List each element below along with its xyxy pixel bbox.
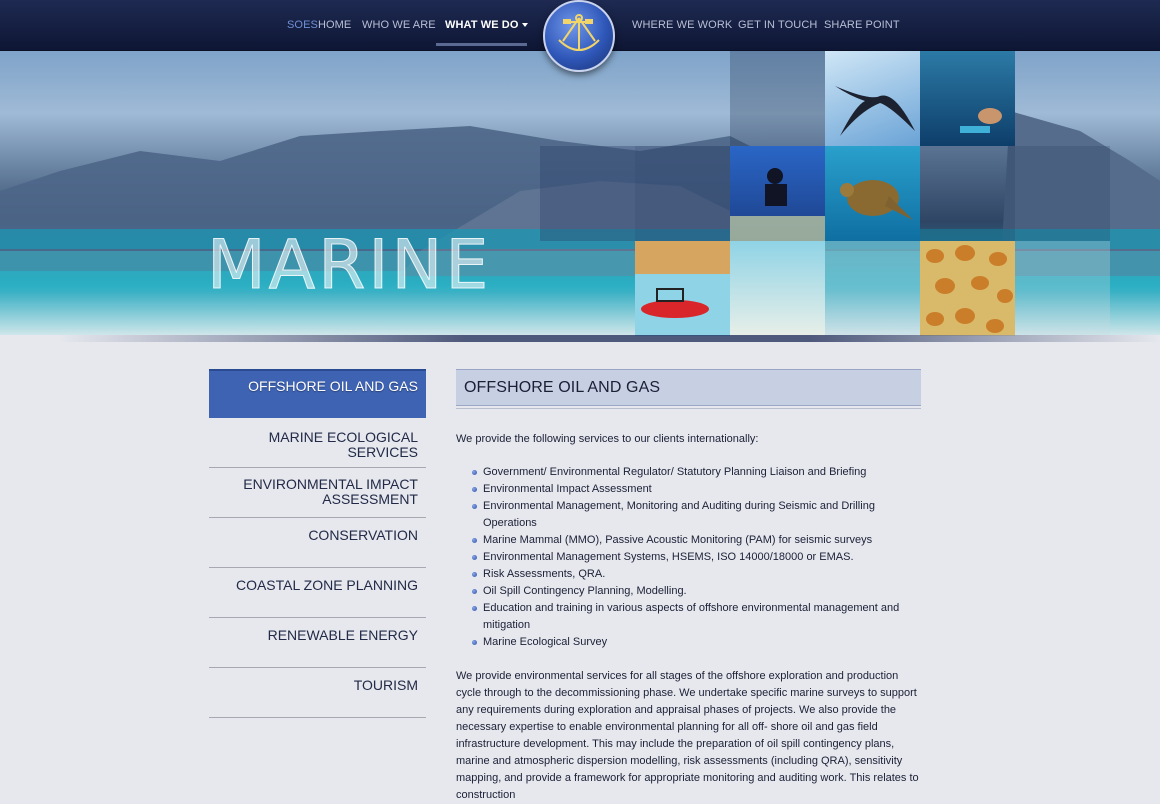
nav-who-we-are[interactable]: WHO WE ARE (362, 19, 436, 31)
sidebar-item-tourism[interactable]: TOURISM (209, 668, 426, 718)
nav-active-indicator (436, 43, 527, 46)
sidebar-item-environmental-impact-assessment[interactable]: ENVIRONMENTAL IMPACT ASSESSMENT (209, 468, 426, 518)
hero-title: MARINE (207, 226, 492, 305)
dropdown-caret-icon (522, 23, 528, 27)
bird-photo-tile (825, 51, 920, 146)
nav-brand: SOES (287, 19, 318, 31)
title-divider (456, 408, 921, 409)
hero-banner (0, 51, 1160, 335)
hero-divider (0, 335, 1160, 342)
list-item: Education and training in various aspects of offshore environmental management and mitigation (483, 600, 921, 634)
section-sidebar (209, 369, 426, 718)
beach-photo-tile (730, 241, 825, 336)
plankton-photo-tile (920, 241, 1015, 336)
body-paragraph: We provide environmental services for all stages of the offshore exploration and production cycle through to the decommissioning phase. We undertake specific marine surveys to support any requirements during exploration and appraisal phases of projects. We also provide the necessary expertise to enable environmental planning for all off- shore oil and gas field infrastructure development. This may include the preparation of oil spill contingency plans, marine and atmospheric dispersion modelling, risk assessments (including QRA), sensitivity mapping, and provide a framework for appropriate monitoring and auditing work. This relates to construction (456, 670, 919, 801)
list-item: Government/ Environmental Regulator/ Statutory Planning Liaison and Briefing (483, 464, 921, 481)
sidebar-item-renewable-energy[interactable]: RENEWABLE ENERGY (209, 618, 426, 668)
page-title: OFFSHORE OIL AND GAS (456, 369, 921, 406)
services-list (456, 464, 921, 651)
main-content (456, 369, 921, 804)
sidebar-item-conservation[interactable]: CONSERVATION (209, 518, 426, 568)
photo-tile (920, 146, 1015, 241)
sidebar-item-coastal-zone-planning[interactable]: COASTAL ZONE PLANNING (209, 568, 426, 618)
nav-what-we-do-label: WHAT WE DO (445, 19, 519, 31)
intro-text: We provide the following services to our clients internationally: (456, 433, 759, 445)
sidebar-item-offshore-oil-and-gas[interactable]: OFFSHORE OIL AND GAS (209, 369, 426, 418)
photo-tile (1015, 146, 1110, 241)
list-item: Environmental Management, Monitoring and Auditing during Seismic and Drilling Operations (483, 498, 921, 532)
nav-get-in-touch[interactable]: GET IN TOUCH (738, 19, 818, 31)
turtle-photo-tile (825, 146, 920, 241)
photo-tile (635, 146, 730, 241)
photo-tile (825, 241, 920, 336)
nav-where-we-work[interactable]: WHERE WE WORK (632, 19, 733, 31)
sidebar-item-marine-ecological-services[interactable]: MARINE ECOLOGICAL SERVICES (209, 418, 426, 468)
nav-home[interactable] (287, 0, 351, 51)
nav-share-point[interactable]: SHARE POINT (824, 19, 900, 31)
list-item: Marine Mammal (MMO), Passive Acoustic Monitoring (PAM) for seismic surveys (483, 532, 921, 549)
nav-home-label: HOME (317, 19, 352, 31)
diver-photo-tile (730, 146, 825, 241)
photo-tile (730, 51, 825, 146)
list-item: Risk Assessments, QRA. (483, 566, 921, 583)
sextant-logo-icon[interactable] (543, 0, 615, 72)
list-item: Marine Ecological Survey (483, 634, 921, 651)
boat-photo-tile (635, 241, 730, 336)
swimmer-photo-tile (920, 51, 1015, 146)
list-item: Oil Spill Contingency Planning, Modelling. (483, 583, 921, 600)
list-item: Environmental Impact Assessment (483, 481, 921, 498)
photo-tile (1015, 241, 1110, 336)
photo-tile (540, 146, 635, 241)
list-item: Environmental Management Systems, HSEMS, ISO 14000/18000 or EMAS. (483, 549, 921, 566)
